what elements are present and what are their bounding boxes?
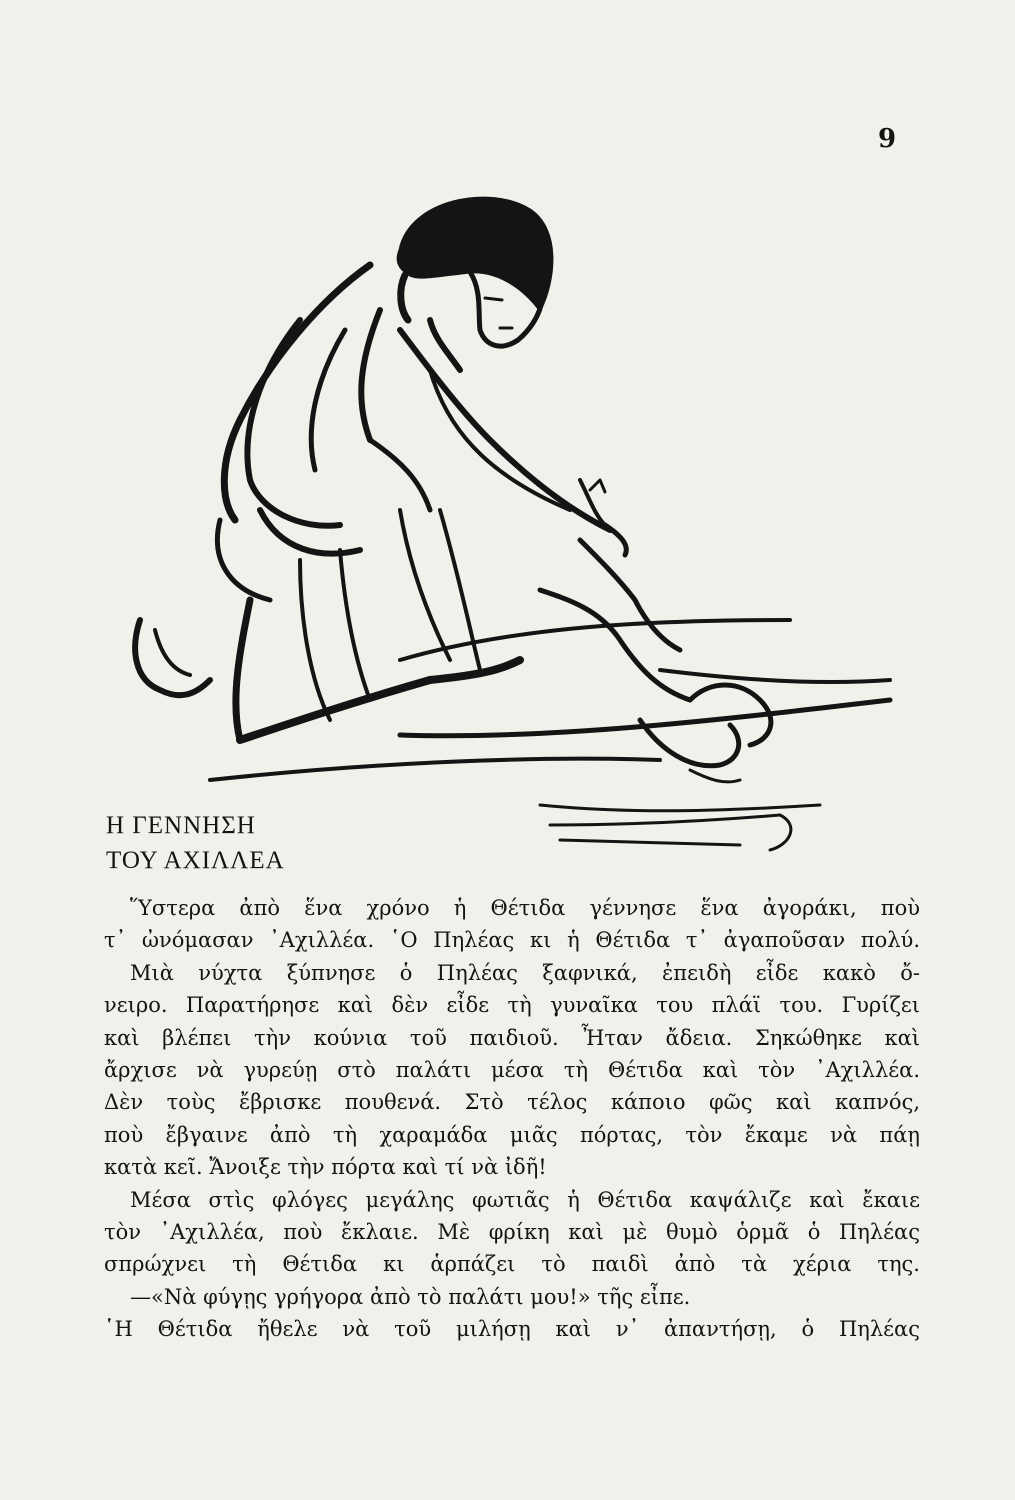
text-line-13: —«Νὰ φύγῃς γρήγορα ἀπὸ τὸ παλάτι μου!» τῆς εἶπε. bbox=[130, 1284, 691, 1309]
text-line-10: Μέσα στὶς φλόγες μεγάλης φωτιᾶς ἡ Θέτιδα καψάλιζε καὶ ἔκαιε bbox=[130, 1187, 920, 1212]
page-number: 9 bbox=[878, 124, 897, 154]
chapter-title bbox=[106, 808, 285, 878]
text-line-8: ποὺ ἔβγαινε ἀπὸ τὴ χαραμάδα μιᾶς πόρτας, τὸν ἔκαμε νὰ πάῃ bbox=[104, 1122, 920, 1147]
chapter-title-line-2: ΤΟΥ ΑΧΙΛΛΕΑ bbox=[106, 847, 285, 874]
text-line-6: ἄρχισε νὰ γυρεύῃ στὸ παλάτι μέσα τὴ Θέτιδα καὶ τὸν ᾿Αχιλλέα. bbox=[104, 1058, 920, 1083]
text-line-2: τ᾿ ὠνόμασαν ᾿Αχιλλέα. ῾Ο Πηλέας κι ἡ Θέτιδα τ᾿ ἀγαποῦσαν πολύ. bbox=[104, 928, 920, 953]
text-line-7: Δὲν τοὺς ἔβρισκε πουθενά. Στὸ τέλος κάποιο φῶς καὶ καπνός, bbox=[104, 1090, 920, 1115]
text-line-1: Ὕστερα ἀπὸ ἕνα χρόνο ἡ Θέτιδα γέννησε ἕνα ἀγοράκι, ποὺ bbox=[130, 896, 920, 920]
text-line-5: καὶ βλέπει τὴν κούνια τοῦ παιδιοῦ. Ἦταν ἄδεια. Σηκώθηκε καὶ bbox=[104, 1025, 920, 1050]
text-line-4: νειρο. Παρατήρησε καὶ δὲν εἶδε τὴ γυναῖκα του πλάϊ του. Γυρίζει bbox=[104, 993, 920, 1018]
text-line-3: Μιὰ νύχτα ξύπνησε ὁ Πηλέας ξαφνικά, ἐπειδὴ εἶδε κακὸ ὄ- bbox=[130, 960, 920, 985]
text-line-12: σπρώχνει τὴ Θέτιδα κι ἁρπάζει τὸ παιδὶ ἀπὸ τὰ χέρια της. bbox=[104, 1252, 920, 1277]
text-line-14: ῾Η Θέτιδα ἤθελε νὰ τοῦ μιλήσῃ καὶ ν᾿ ἀπαντήσῃ, ὁ Πηλέας bbox=[104, 1317, 920, 1342]
text-line-9: κατὰ κεῖ. Ἄνοιξε τὴν πόρτα καὶ τί νὰ ἰδῆ! bbox=[104, 1155, 547, 1180]
chapter-title-line-1: Η ΓΕΝΝΗΣΗ bbox=[106, 812, 256, 839]
woman-with-baby-illustration bbox=[100, 180, 930, 880]
story-text bbox=[104, 892, 920, 1346]
text-line-11: τὸν ᾿Αχιλλέα, ποὺ ἔκλαιε. Μὲ φρίκη καὶ μὲ θυμὸ ὁρμᾶ ὁ Πηλέας bbox=[104, 1220, 920, 1245]
